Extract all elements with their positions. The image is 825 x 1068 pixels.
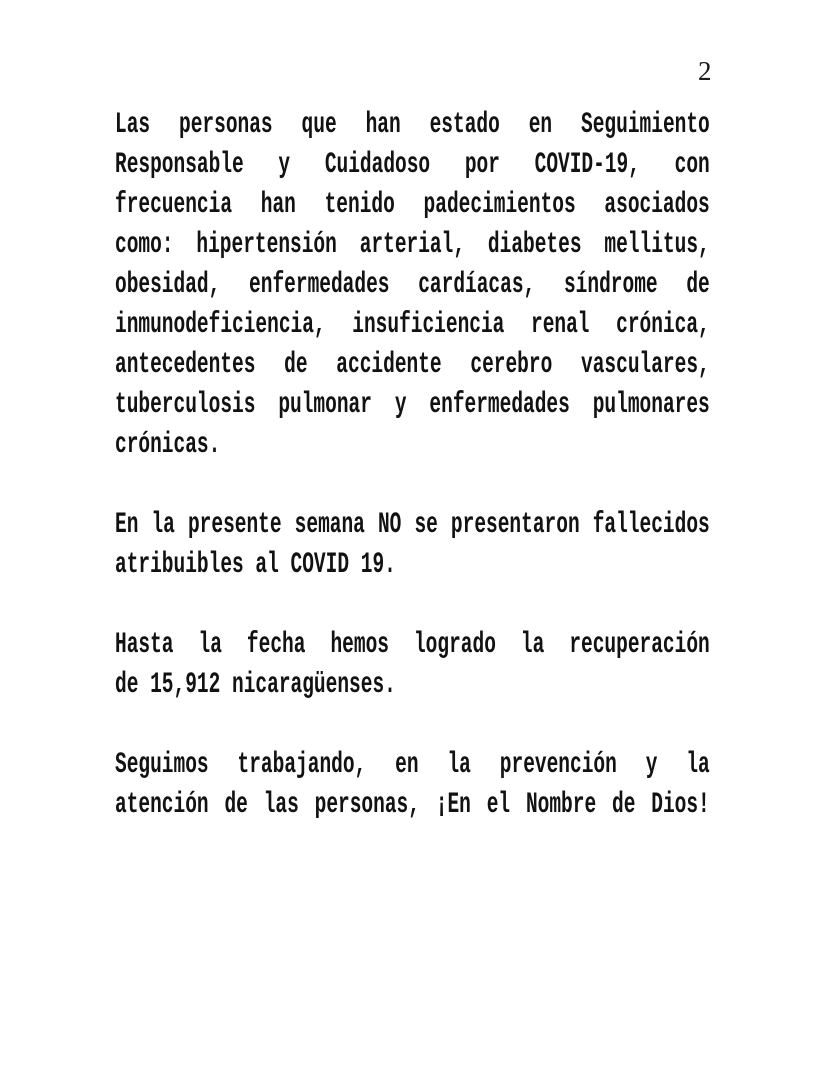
text-line: frecuencia han tenido padecimientos asociados	[115, 188, 710, 222]
text-line: En la presente semana NO se presentaron fallecidos	[115, 508, 710, 542]
paragraph-recovered	[115, 625, 710, 705]
text-line: de 15,912 nicaragüenses.	[115, 668, 396, 702]
text-line: Seguimos trabajando, en la prevención y la	[115, 748, 710, 782]
text-line: atención de las personas, ¡En el Nombre de Dios!	[115, 788, 710, 822]
text-line: atribuibles al COVID 19.	[115, 548, 396, 582]
text-line: antecedentes de accidente cerebro vasculares,	[115, 348, 710, 382]
text-line: tuberculosis pulmonar y enfermedades pulmonares	[115, 388, 710, 422]
paragraph-no-deaths	[115, 505, 710, 585]
text-line: obesidad, enfermedades cardíacas, síndrome de	[115, 268, 710, 302]
text-line: inmunodeficiencia, insuficiencia renal crónica,	[115, 308, 710, 342]
text-line: Las personas que han estado en Seguimiento	[115, 108, 710, 142]
text-line: Responsable y Cuidadoso por COVID-19, con	[115, 148, 710, 182]
text-line: Hasta la fecha hemos logrado la recuperación	[115, 628, 710, 662]
paragraph-comorbidities	[115, 105, 710, 465]
body-text	[115, 105, 710, 825]
typewriter-text-area	[115, 105, 710, 825]
text-line: como: hipertensión arterial, diabetes mellitus,	[115, 228, 710, 262]
page-number: 2	[698, 56, 712, 86]
text-line: crónicas.	[115, 428, 221, 462]
paragraph-closing	[115, 745, 710, 825]
